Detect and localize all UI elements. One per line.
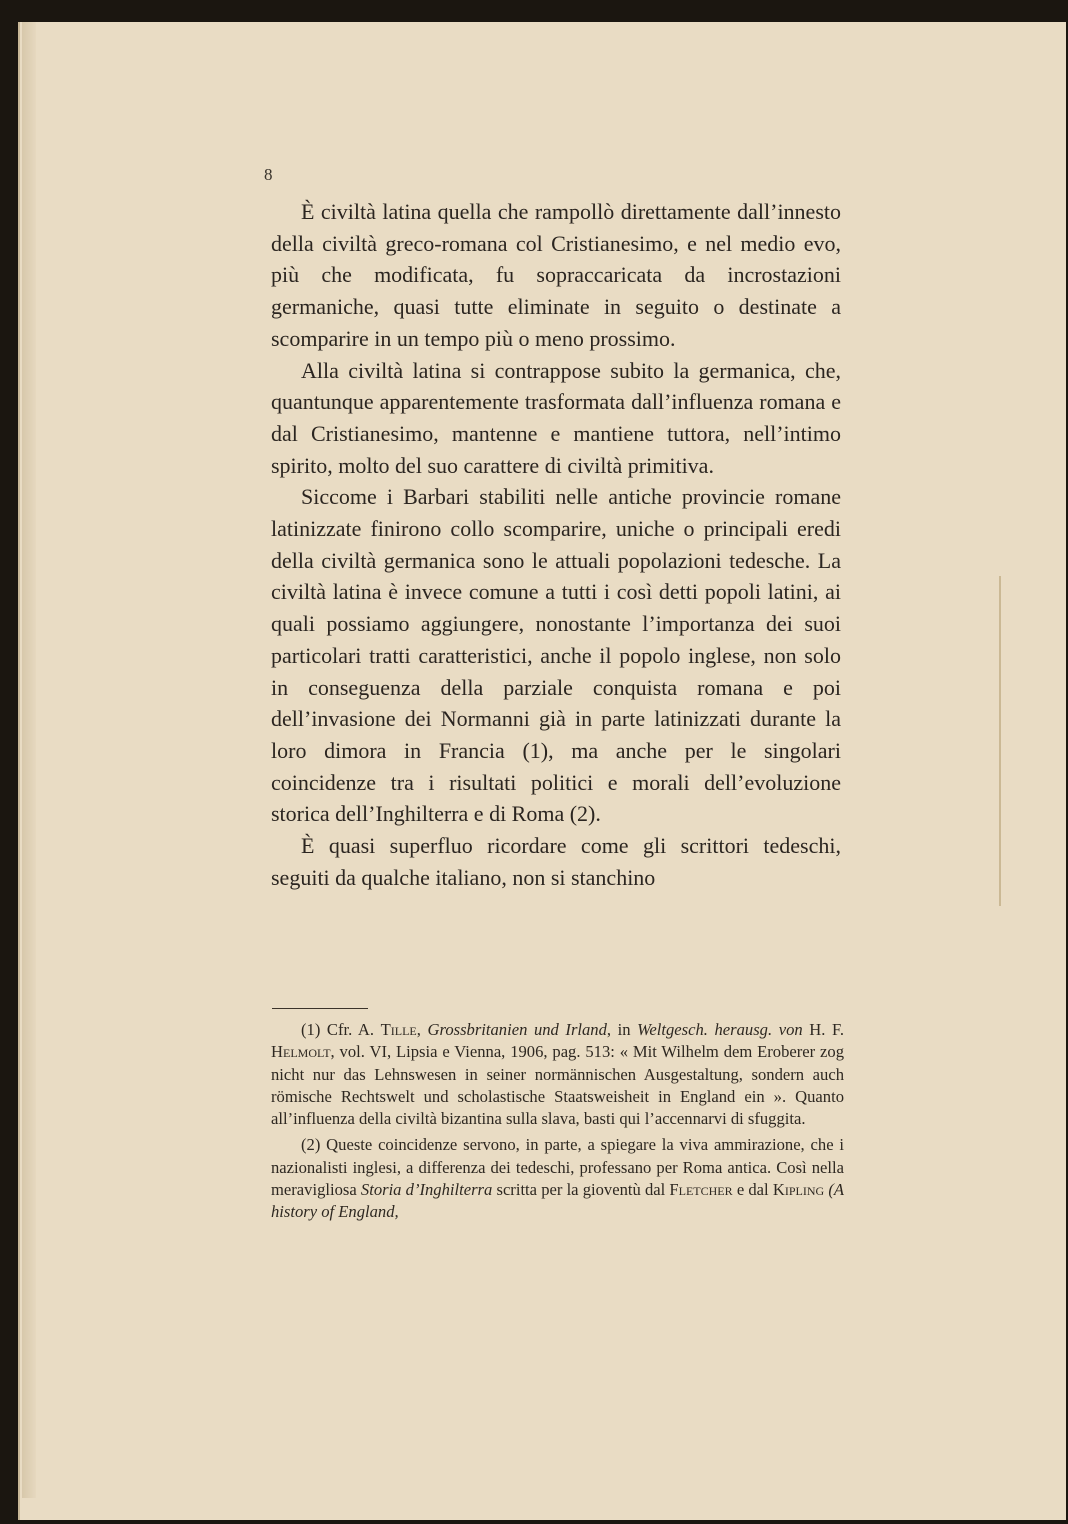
- footnote-text: , in: [606, 1020, 631, 1039]
- paragraph: È civiltà latina quella che rampollò direttamente dall’innesto della civiltà greco-romana col Cristianesimo, e nel medio evo, più che modificata, fu sopraccaricata da incrostazioni germaniche, quasi tutte eliminate in seguito o destinate a scomparire in un tempo più o meno prossimo.: [271, 199, 841, 351]
- author-name: Kipling: [772, 1180, 825, 1200]
- author-name: Tille: [380, 1020, 417, 1039]
- footnotes: [271, 1019, 844, 1228]
- paragraph: Alla civiltà latina si contrappose subito la germanica, che, quantunque apparentemente trasformata dall’influenza romana e dal Cristianesimo, mantenne e mantiene tuttora, nell’intimo spirito, molto del suo carattere di civiltà primitiva.: [271, 357, 841, 478]
- footnote-text: (1) Cfr. A.: [301, 1020, 375, 1039]
- footnote-text: H. F.: [809, 1020, 845, 1039]
- page-margin-mark: [999, 576, 1001, 906]
- author-name: Helmolt: [271, 1042, 331, 1062]
- page-number: 8: [264, 165, 273, 184]
- author-name: Fletcher: [669, 1180, 733, 1200]
- work-title: (A history of England,: [271, 1180, 845, 1222]
- footnote-text: (2) Queste coincidenze servono, in parte, a spiegare la viva ammirazione, che i nazionalisti inglesi, a differenza dei tedeschi, professano per Roma antica. Così nella meravigliosa: [271, 1135, 844, 1200]
- footnote-text: , vol. VI, Lipsia e Vienna, 1906, pag. 513: « Mit Wilhelm dem Eroberer zog nicht nur das Lehnswesen in seiner normännischen Ausgestaltung, sondern auch römische Rechtswelt und scholastische Staatsweisheit in England ein ». Quanto all’influenza della civiltà bizantina sulla slava, basti qui l’accennarvi di sfuggita.: [271, 1042, 844, 1129]
- footnote-divider: [272, 1008, 368, 1009]
- work-title: Grossbritanien und Irland: [427, 1020, 607, 1039]
- main-text: [271, 196, 841, 893]
- work-title: Weltgesch. herausg. von: [637, 1020, 803, 1039]
- paragraph: È quasi superfluo ricordare come gli scrittori tedeschi, seguiti da qualche italiano, non si stanchino: [271, 833, 841, 890]
- work-title: Storia d’Inghilterra: [360, 1180, 493, 1200]
- footnote-text: e dal: [736, 1180, 769, 1200]
- page-binding-edge: [22, 22, 36, 1498]
- paragraph: Siccome i Barbari stabiliti nelle antiche provincie romane latinizzate finirono collo scomparire, uniche o principali eredi della civiltà germanica sono le attuali popolazioni tedesche. La civiltà latina è invece comune a tutti i così detti popoli latini, ai quali possiamo aggiungere, nonostante l’importanza dei suoi particolari tratti caratteristici, anche il popolo inglese, non solo in conseguenza della parziale conquista romana e poi dell’invasione dei Normanni già in parte latinizzati durante la loro dimora in Francia (1), ma anche per le singolari coincidenze tra i risultati politici e morali dell’evoluzione storica dell’Inghilterra e di Roma (2).: [271, 484, 841, 827]
- footnote-2: [271, 1134, 844, 1223]
- footnote-1: (1) Cfr. A. Tille, Grossbritanien und Irland, in Weltgesch. herausg. von H. F. Helmolt, vol. VI, Lipsia e Vienna, 1906, pag. 513: « Mit Wilhelm dem Eroberer zog nicht nur das Lehnswesen in seiner normännischen Ausgestaltung, sondern auch römische Rechtswelt und scholastische Staatsweisheit in England ein ». Quanto all’influenza della civiltà bizantina sulla slava, basti qui l’accennarvi di sfuggita.: [271, 1020, 845, 1129]
- footnote-text: scritta per la gioventù dal: [496, 1180, 666, 1200]
